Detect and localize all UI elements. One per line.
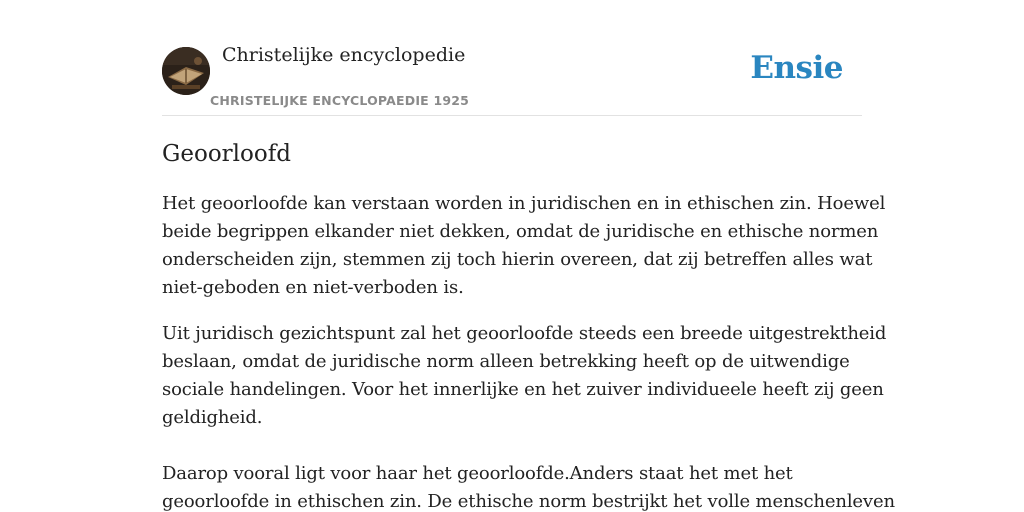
paragraph-line: Uit juridisch gezichtspunt zal het geoorloofde steeds een breede uitgestrektheid: [162, 323, 887, 344]
article-paragraph: [162, 460, 895, 512]
article-paragraph: [162, 320, 887, 432]
book-icon: [162, 47, 210, 95]
paragraph-line: beide begrippen elkander niet dekken, omdat de juridische en ethische normen: [162, 221, 879, 242]
article: [162, 138, 895, 512]
site-subtitle: CHRISTELIJKE ENCYCLOPAEDIE 1925: [210, 93, 470, 108]
site-name[interactable]: Christelijke encyclopedie: [222, 44, 466, 66]
paragraph-line: beslaan, omdat de juridische norm alleen betrekking heeft op de uitwendige: [162, 351, 850, 372]
paragraph-line: geldigheid.: [162, 407, 263, 428]
site-header: [162, 0, 862, 116]
site-logo-avatar[interactable]: [162, 47, 210, 95]
paragraph-line: geoorloofde in ethischen zin. De ethische norm bestrijkt het volle menschenleven: [162, 491, 895, 512]
paragraph-line: onderscheiden zijn, stemmen zij toch hierin overeen, dat zij betreffen alles wat: [162, 249, 873, 270]
paragraph-line: sociale handelingen. Voor het innerlijke en het zuiver individueele heeft zij geen: [162, 379, 884, 400]
article-paragraph: [162, 190, 886, 302]
paragraph-line: Daarop vooral ligt voor haar het geoorloofde.Anders staat het met het: [162, 463, 793, 484]
ensie-brand-link[interactable]: Ensie: [750, 50, 843, 86]
article-title: Geoorloofd: [162, 141, 291, 167]
paragraph-line: niet-geboden en niet-verboden is.: [162, 277, 464, 298]
paragraph-line: Het geoorloofde kan verstaan worden in juridischen en in ethischen zin. Hoewel: [162, 193, 886, 214]
